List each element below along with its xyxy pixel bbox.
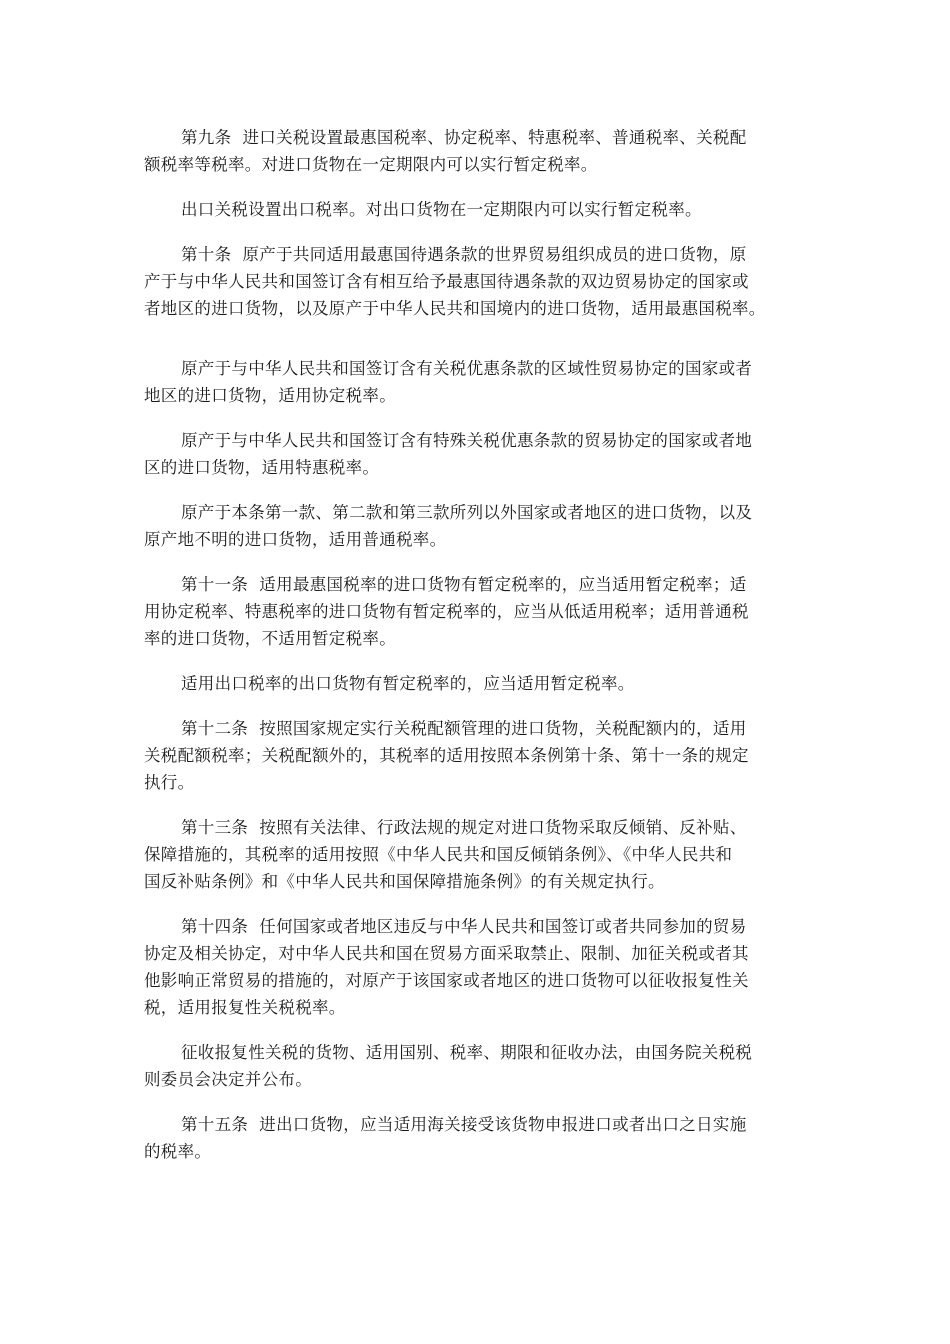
paragraph-article-10: 第十条 原产于共同适用最惠国待遇条款的世界贸易组织成员的进口货物，原 产于与中华人民共和国签订含有相互给予最惠国待遇条款的双边贸易协定的国家或 者地区的进口货物，以及原产于中华人民共和国境内的进口货物，适用最惠国税率。 <box>144 245 766 318</box>
paragraph-export-tariff: 出口关税设置出口税率。对出口货物在一定期限内可以实行暂定税率。 <box>181 200 702 219</box>
paragraph-article-15: 第十五条 进出口货物，应当适用海关接受该货物申报进口或者出口之日实施 的税率。 <box>144 1115 747 1161</box>
paragraph-retaliatory-tariff: 征收报复性关税的货物、适用国别、税率、期限和征收办法，由国务院关税税 则委员会决定并公布。 <box>144 1043 753 1089</box>
paragraph-preferential-rate: 原产于与中华人民共和国签订含有特殊关税优惠条款的贸易协定的国家或者地 区的进口货物，适用特惠税率。 <box>144 431 753 477</box>
paragraph-agreement-rate: 原产于与中华人民共和国签订含有关税优惠条款的区域性贸易协定的国家或者 地区的进口货物，适用协定税率。 <box>144 359 753 405</box>
document-body <box>144 124 812 1183</box>
paragraph-export-provisional: 适用出口税率的出口货物有暂定税率的，应当适用暂定税率。 <box>181 674 635 693</box>
paragraph-article-12: 第十二条 按照国家规定实行关税配额管理的进口货物，关税配额内的，适用 关税配额税率；关税配额外的，其税率的适用按照本条例第十条、第十一条的规定 执行。 <box>144 719 749 792</box>
paragraph-article-9: 第九条 进口关税设置最惠国税率、协定税率、特惠税率、普通税率、关税配 额税率等税率。对进口货物在一定期限内可以实行暂定税率。 <box>144 128 747 174</box>
paragraph-general-rate: 原产于本条第一款、第二款和第三款所列以外国家或者地区的进口货物，以及 原产地不明的进口货物，适用普通税率。 <box>144 503 753 549</box>
paragraph-article-14: 第十四条 任何国家或者地区违反与中华人民共和国签订或者共同参加的贸易 协定及相关协定，对中华人民共和国在贸易方面采取禁止、限制、加征关税或者其 他影响正常贸易的措施的，对原产于该国家或者地区的进口货物可以征收报复性关 税，适用报复性关税税率。 <box>144 917 749 1017</box>
paragraph-article-11: 第十一条 适用最惠国税率的进口货物有暂定税率的，应当适用暂定税率；适 用协定税率、特惠税率的进口货物有暂定税率的，应当从低适用税率；适用普通税 率的进口货物，不适用暂定税率。 <box>144 575 749 648</box>
paragraph-article-13: 第十三条 按照有关法律、行政法规的规定对进口货物采取反倾销、反补贴、 保障措施的，其税率的适用按照《中华人民共和国反倾销条例》、《中华人民共和 国反补贴条例》和《中华人民共和国保障措施条例》的有关规定执行。 <box>144 818 747 891</box>
